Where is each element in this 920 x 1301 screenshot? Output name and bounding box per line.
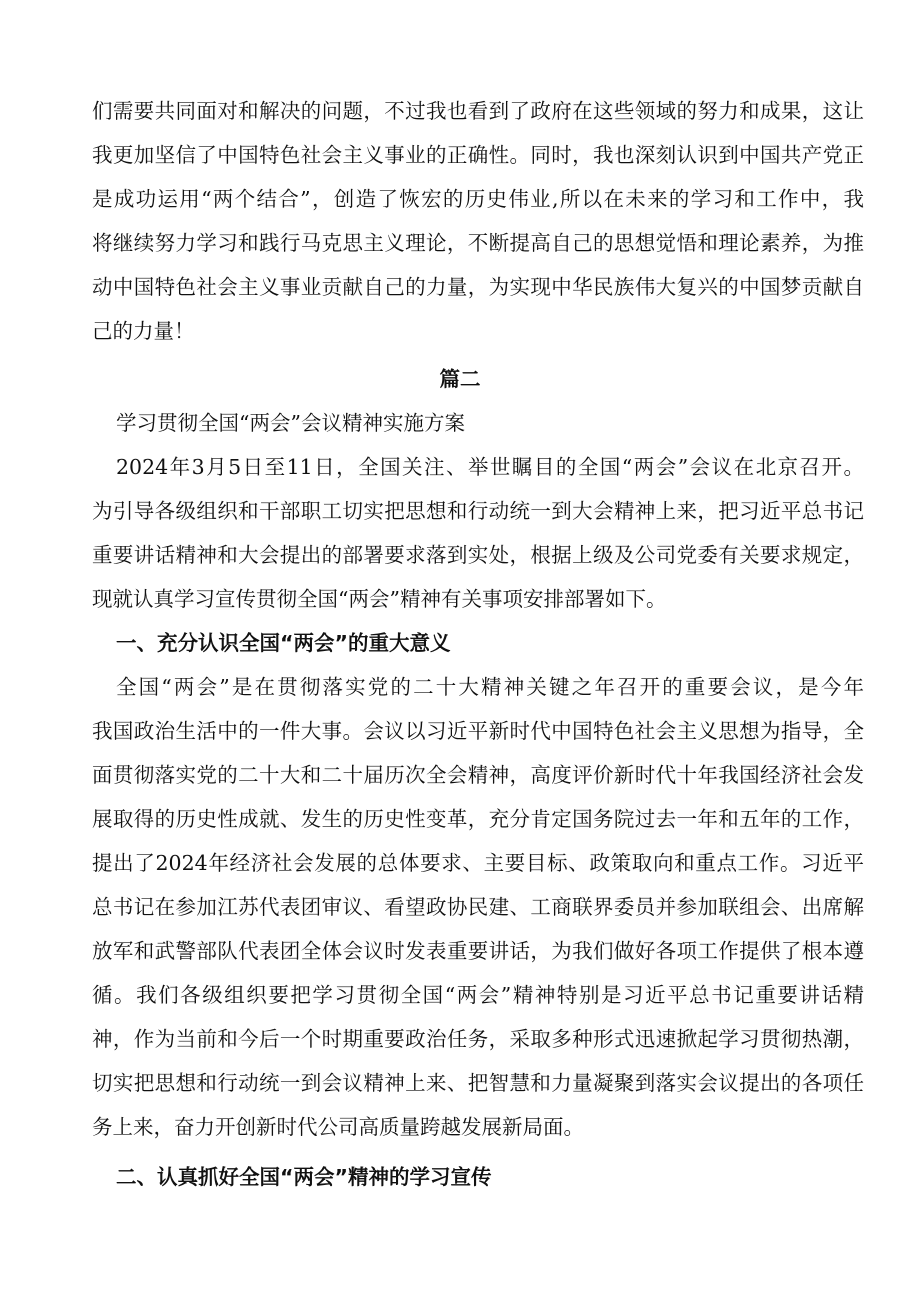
body-line-9: 神，作为当前和今后一个时期重要政治任务，采取多种形式迅速掀起学习贯彻热潮， — [92, 1027, 864, 1051]
intro-line-6: 己的力量！ — [92, 319, 195, 343]
body-line-2: 我国政治生活中的一件大事。会议以习近平新时代中国特色社会主义思想为指导，全 — [92, 719, 864, 743]
heading-study-publicity: 二、认真抓好全国“两会”精神的学习宣传 — [116, 1165, 492, 1189]
document-subtitle: 学习贯彻全国“两会”会议精神实施方案 — [116, 411, 465, 435]
body-line-6: 总书记在参加江苏代表团审议、看望政协民建、工商联界委员并参加联组会、出席解 — [92, 895, 864, 919]
intro-line-4: 将继续努力学习和践行马克思主义理论，不断提高自己的思想觉悟和理论素养，为推 — [92, 231, 864, 255]
section-title: 篇二 — [439, 367, 481, 391]
body-line-3: 面贯彻落实党的二十大和二十届历次全会精神，高度评价新时代十年我国经济社会发 — [92, 763, 864, 787]
body-line-5: 提出了2024年经济社会发展的总体要求、主要目标、政策取向和重点工作。习近平 — [92, 851, 864, 875]
opening-line-1: 2024年3月5日至11日，全国关注、举世瞩目的全国“两会”会议在北京召开。 — [116, 455, 864, 479]
intro-line-3: 是成功运用“两个结合”，创造了恢宏的历史伟业,所以在未来的学习和工作中，我 — [92, 187, 864, 211]
body-line-1: 全国“两会”是在贯彻落实党的二十大精神关键之年召开的重要会议，是今年 — [116, 675, 864, 699]
opening-line-4: 现就认真学习宣传贯彻全国“两会”精神有关事项安排部署如下。 — [92, 587, 667, 611]
opening-line-2: 为引导各级组织和干部职工切实把思想和行动统一到大会精神上来，把习近平总书记 — [92, 499, 864, 523]
opening-line-3: 重要讲话精神和大会提出的部署要求落到实处，根据上级及公司党委有关要求规定， — [92, 543, 864, 567]
intro-line-2: 我更加坚信了中国特色社会主义事业的正确性。同时，我也深刻认识到中国共产党正 — [92, 143, 864, 167]
body-line-8: 循。我们各级组织要把学习贯彻全国“两会”精神特别是习近平总书记重要讲话精 — [92, 983, 864, 1007]
heading-significance: 一、充分认识全国“两会”的重大意义 — [116, 631, 451, 655]
body-line-7: 放军和武警部队代表团全体会议时发表重要讲话，为我们做好各项工作提供了根本遵 — [92, 939, 864, 963]
intro-line-5: 动中国特色社会主义事业贡献自己的力量，为实现中华民族伟大复兴的中国梦贡献自 — [92, 275, 864, 299]
body-line-4: 展取得的历史性成就、发生的历史性变革，充分肯定国务院过去一年和五年的工作， — [92, 807, 864, 831]
intro-line-1: 们需要共同面对和解决的问题，不过我也看到了政府在这些领域的努力和成果，这让 — [92, 99, 864, 123]
body-line-11: 务上来，奋力开创新时代公司高质量跨越发展新局面。 — [92, 1115, 584, 1139]
body-line-10: 切实把思想和行动统一到会议精神上来、把智慧和力量凝聚到落实会议提出的各项任 — [92, 1071, 864, 1095]
